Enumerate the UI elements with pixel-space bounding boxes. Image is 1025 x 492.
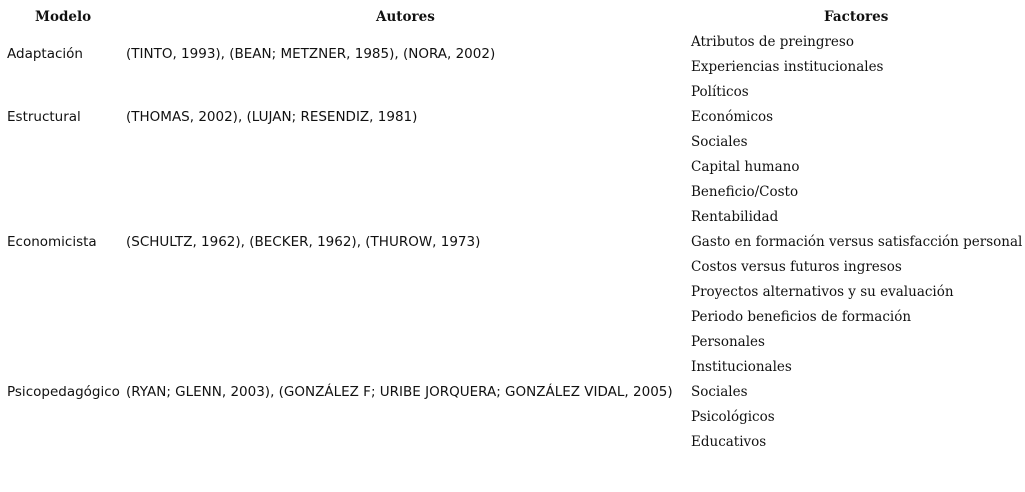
modelo-economicista: Economicista [7,234,97,250]
factor-item: Psicológicos [691,409,775,425]
modelo-psicopedagogico: Psicopedagógico [7,384,120,400]
autores-psicopedagogico: (RYAN; GLENN, 2003), (GONZÁLEZ F; URIBE JORQUERA; GONZÁLEZ VIDAL, 2005) [126,384,673,400]
factor-item: Beneficio/Costo [691,184,799,200]
factor-item: Costos versus futuros ingresos [691,259,902,275]
factor-item: Proyectos alternativos y su evaluación [691,284,954,300]
autores-adaptacion: (TINTO, 1993), (BEAN; METZNER, 1985), (NORA, 2002) [126,46,496,62]
factor-item: Institucionales [691,359,792,375]
header-autores: Autores [376,9,435,25]
factor-item: Sociales [691,384,748,400]
factor-item: Políticos [691,84,749,100]
header-factores: Factores [824,9,889,25]
autores-estructural: (THOMAS, 2002), (LUJAN; RESENDIZ, 1981) [126,109,418,125]
modelo-adaptacion: Adaptación [7,46,83,62]
factor-item: Experiencias institucionales [691,59,884,75]
factor-item: Económicos [691,109,774,125]
factor-item: Periodo beneficios de formación [691,309,912,325]
factor-item: Rentabilidad [691,209,779,225]
autores-economicista: (SCHULTZ, 1962), (BECKER, 1962), (THUROW, 1973) [126,234,481,250]
factor-item: Atributos de preingreso [691,34,854,50]
factor-item: Gasto en formación versus satisfacción personal [691,234,1023,250]
header-modelo: Modelo [35,9,92,25]
factor-item: Capital humano [691,159,800,175]
factor-item: Personales [691,334,765,350]
table-header [0,0,1025,34]
modelo-estructural: Estructural [7,109,81,125]
factor-item: Sociales [691,134,748,150]
factor-item: Educativos [691,434,767,450]
